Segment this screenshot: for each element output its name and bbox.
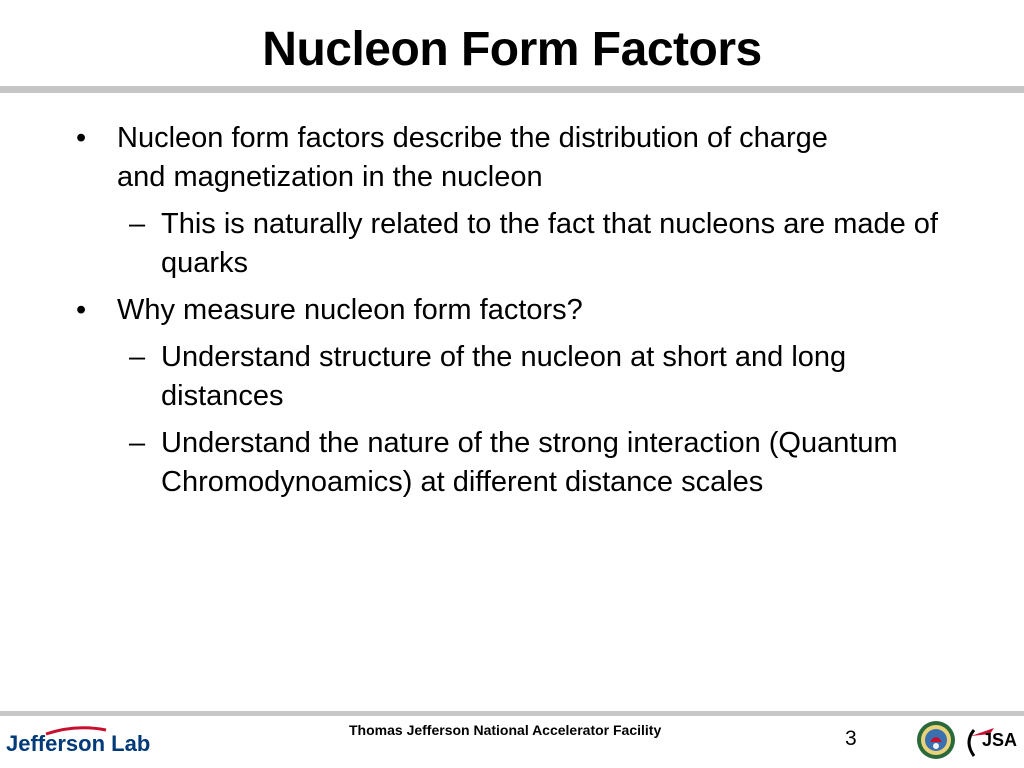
sub-bullet-item [0,205,951,283]
bullet-text: Why measure nucleon form factors? [117,294,583,326]
sub-bullet-text: Understand structure of the nucleon at short and long distances [161,341,847,412]
sub-bullet-item [0,338,951,416]
footer-divider [0,711,1024,716]
bullet-item [0,291,877,330]
dash-marker: – [129,208,146,240]
slide-body [0,119,1024,510]
dash-marker: – [129,427,146,459]
doe-seal-icon [916,720,956,760]
sub-bullet-item [0,424,951,502]
jefferson-lab-logo [6,726,166,762]
sub-bullet-text: Understand the nature of the strong interaction (Quantum Chromodynoamics) at different distance scales [161,427,898,498]
bullet-text: Nucleon form factors describe the distribution of charge and magnetization in the nucleon [117,122,828,193]
bullet-marker: • [76,122,87,154]
bullet-marker: • [76,294,87,326]
svg-text:JSA: JSA [982,730,1018,750]
dash-marker: – [129,341,146,373]
footer-facility: Thomas Jefferson National Accelerator Facility [349,722,662,738]
sub-bullet-text: This is naturally related to the fact that nucleons are made of quarks [161,208,938,279]
title-divider [0,86,1024,93]
logo-text: Jefferson Lab [6,731,151,756]
bullet-item [0,119,877,197]
jsa-logo [962,722,1020,762]
page-number: 3 [845,727,857,750]
slide-title: Nucleon Form Factors [262,23,762,76]
